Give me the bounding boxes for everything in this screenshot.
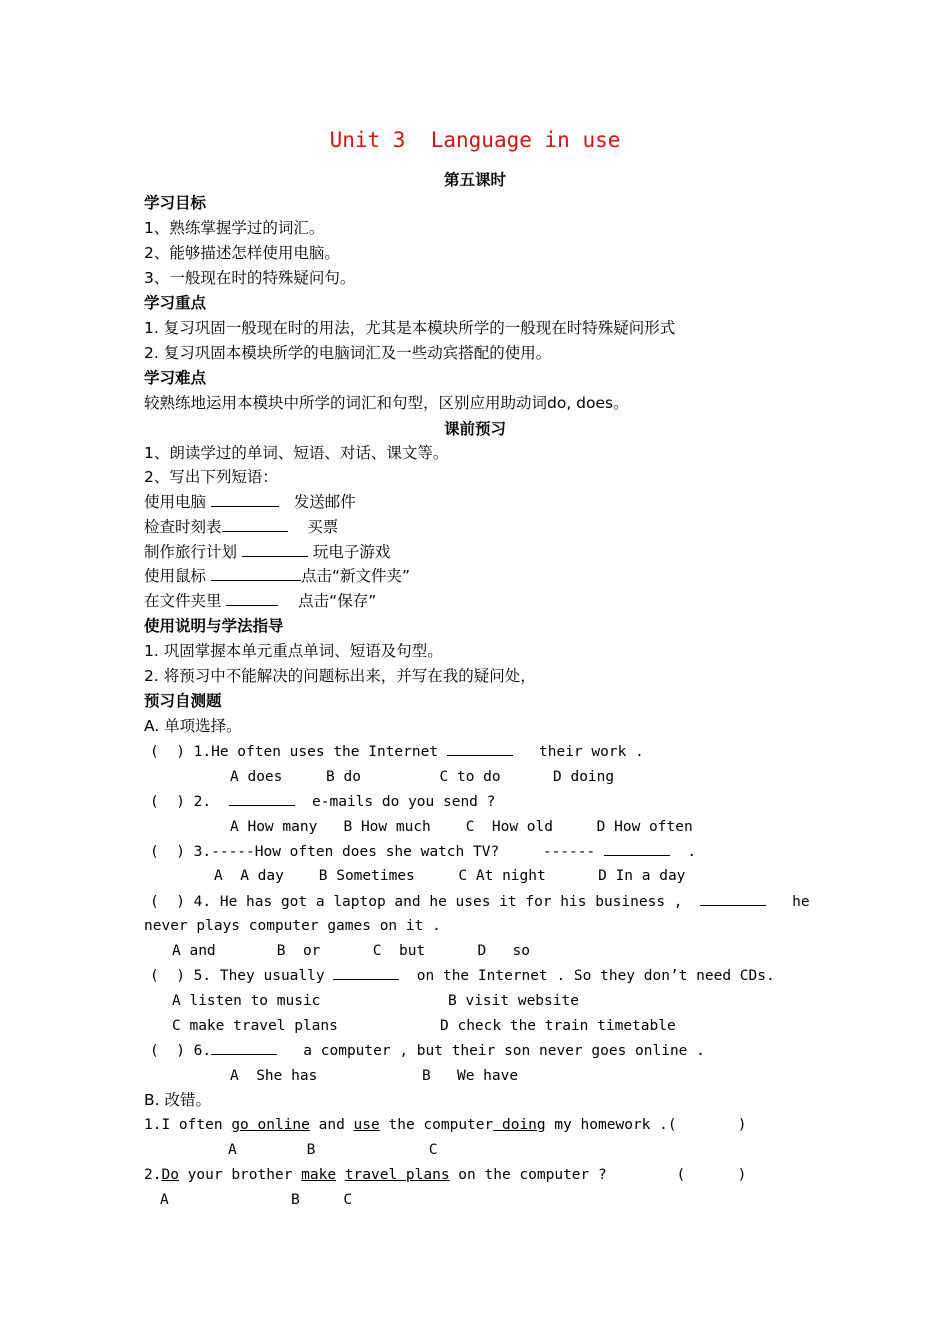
question-6: ( ) 6. a computer , but their son never goes online .	[150, 1040, 705, 1061]
phrase-row	[144, 542, 390, 562]
phrase-row	[144, 492, 356, 512]
phrase-cn: 在文件夹里	[144, 592, 222, 610]
phrase-cn: 点击“保存”	[298, 592, 377, 610]
selftest-heading: 预习自测题	[144, 692, 222, 710]
phrase-cn: 玩电子游戏	[312, 543, 391, 561]
goal-item: 3、一般现在时的特殊疑问句。	[144, 269, 356, 287]
answer-blank[interactable]	[333, 965, 399, 980]
phrase-cn: 检查时刻表	[144, 518, 222, 536]
question-3: ( ) 3.-----How often does she watch TV? ------ .	[150, 841, 696, 862]
guide-item: 2. 将预习中不能解决的问题标出来，并写在我的疑问处，	[144, 667, 536, 685]
answer-blank[interactable]	[222, 517, 288, 532]
question-5-option-a: A listen to music	[172, 993, 321, 1009]
answer-blank[interactable]	[700, 891, 766, 906]
question-4-cont: never plays computer games on it .	[144, 918, 441, 934]
page-title: Unit 3 Language in use	[329, 128, 621, 152]
error-item-1: 1.I often go online and use the computer doing my homework .( )	[144, 1117, 747, 1133]
phrase-cn: 使用鼠标	[144, 567, 207, 585]
phrase-row	[144, 566, 410, 586]
phrase-cn: 点击“新文件夹”	[300, 567, 411, 585]
answer-blank[interactable]	[604, 841, 670, 856]
key-point-item: 1. 复习巩固一般现在时的用法，尤其是本模块所学的一般现在时特殊疑问形式	[144, 319, 676, 337]
question-4-options: A and B or C but D so	[172, 943, 530, 959]
question-5-option-d: D check the train timetable	[440, 1018, 676, 1034]
answer-blank[interactable]	[447, 741, 513, 756]
question-1-options: A does B do C to do D doing	[230, 769, 615, 785]
answer-blank[interactable]	[211, 566, 301, 581]
preview-item: 1、朗读学过的单词、短语、对话、课文等。	[144, 444, 449, 462]
goal-item: 1、熟练掌握学过的词汇。	[144, 219, 325, 237]
question-5-option-c: C make travel plans	[172, 1018, 338, 1034]
error-item-2: 2.Do your brother make travel plans on the computer ? ( )	[144, 1167, 747, 1183]
guide-heading: 使用说明与学法指导	[144, 617, 284, 635]
goals-heading: 学习目标	[144, 194, 207, 212]
answer-blank[interactable]	[242, 542, 308, 557]
guide-item: 1. 巩固掌握本单元重点单词、短语及句型。	[144, 642, 443, 660]
preview-heading: 课前预习	[443, 420, 506, 438]
question-6-options: A She has B We have	[230, 1068, 519, 1084]
answer-blank[interactable]	[229, 791, 295, 806]
phrase-cn: 买票	[307, 518, 339, 536]
answer-blank[interactable]	[211, 492, 279, 507]
phrase-row	[144, 517, 338, 537]
question-1: ( ) 1.He often uses the Internet their work .	[150, 741, 644, 762]
question-5-option-b: B visit website	[448, 993, 579, 1009]
part-a-heading: A. 单项选择。	[144, 717, 242, 735]
difficulties-text: 较熟练地运用本模块中所学的词汇和句型，区别应用助动词do, does。	[144, 394, 629, 412]
difficulties-heading: 学习难点	[144, 369, 207, 387]
question-3-options: A A day B Sometimes C At night D In a day	[214, 868, 686, 884]
phrase-cn: 使用电脑	[144, 493, 207, 511]
preview-item: 2、写出下列短语：	[144, 468, 278, 486]
phrase-cn: 制作旅行计划	[144, 543, 238, 561]
answer-blank[interactable]	[226, 591, 278, 606]
question-2: ( ) 2. e-mails do you send ?	[150, 791, 495, 812]
question-2-options: A How many B How much C How old D How often	[230, 819, 693, 835]
part-b-heading: B. 改错。	[144, 1091, 211, 1109]
question-4: ( ) 4. He has got a laptop and he uses it for his business , he	[150, 891, 810, 912]
answer-blank[interactable]	[211, 1040, 277, 1055]
key-points-heading: 学习重点	[144, 294, 207, 312]
phrase-row	[144, 591, 376, 611]
question-5: ( ) 5. They usually on the Internet . So they don’t need CDs.	[150, 965, 775, 986]
phrase-cn: 发送邮件	[293, 493, 356, 511]
goal-item: 2、能够描述怎样使用电脑。	[144, 244, 340, 262]
error-item-2-labels: A B C	[160, 1192, 353, 1208]
lesson-label: 第五课时	[443, 171, 506, 189]
error-item-1-labels: A B C	[228, 1142, 438, 1158]
key-point-item: 2. 复习巩固本模块所学的电脑词汇及一些动宾搭配的使用。	[144, 344, 552, 362]
